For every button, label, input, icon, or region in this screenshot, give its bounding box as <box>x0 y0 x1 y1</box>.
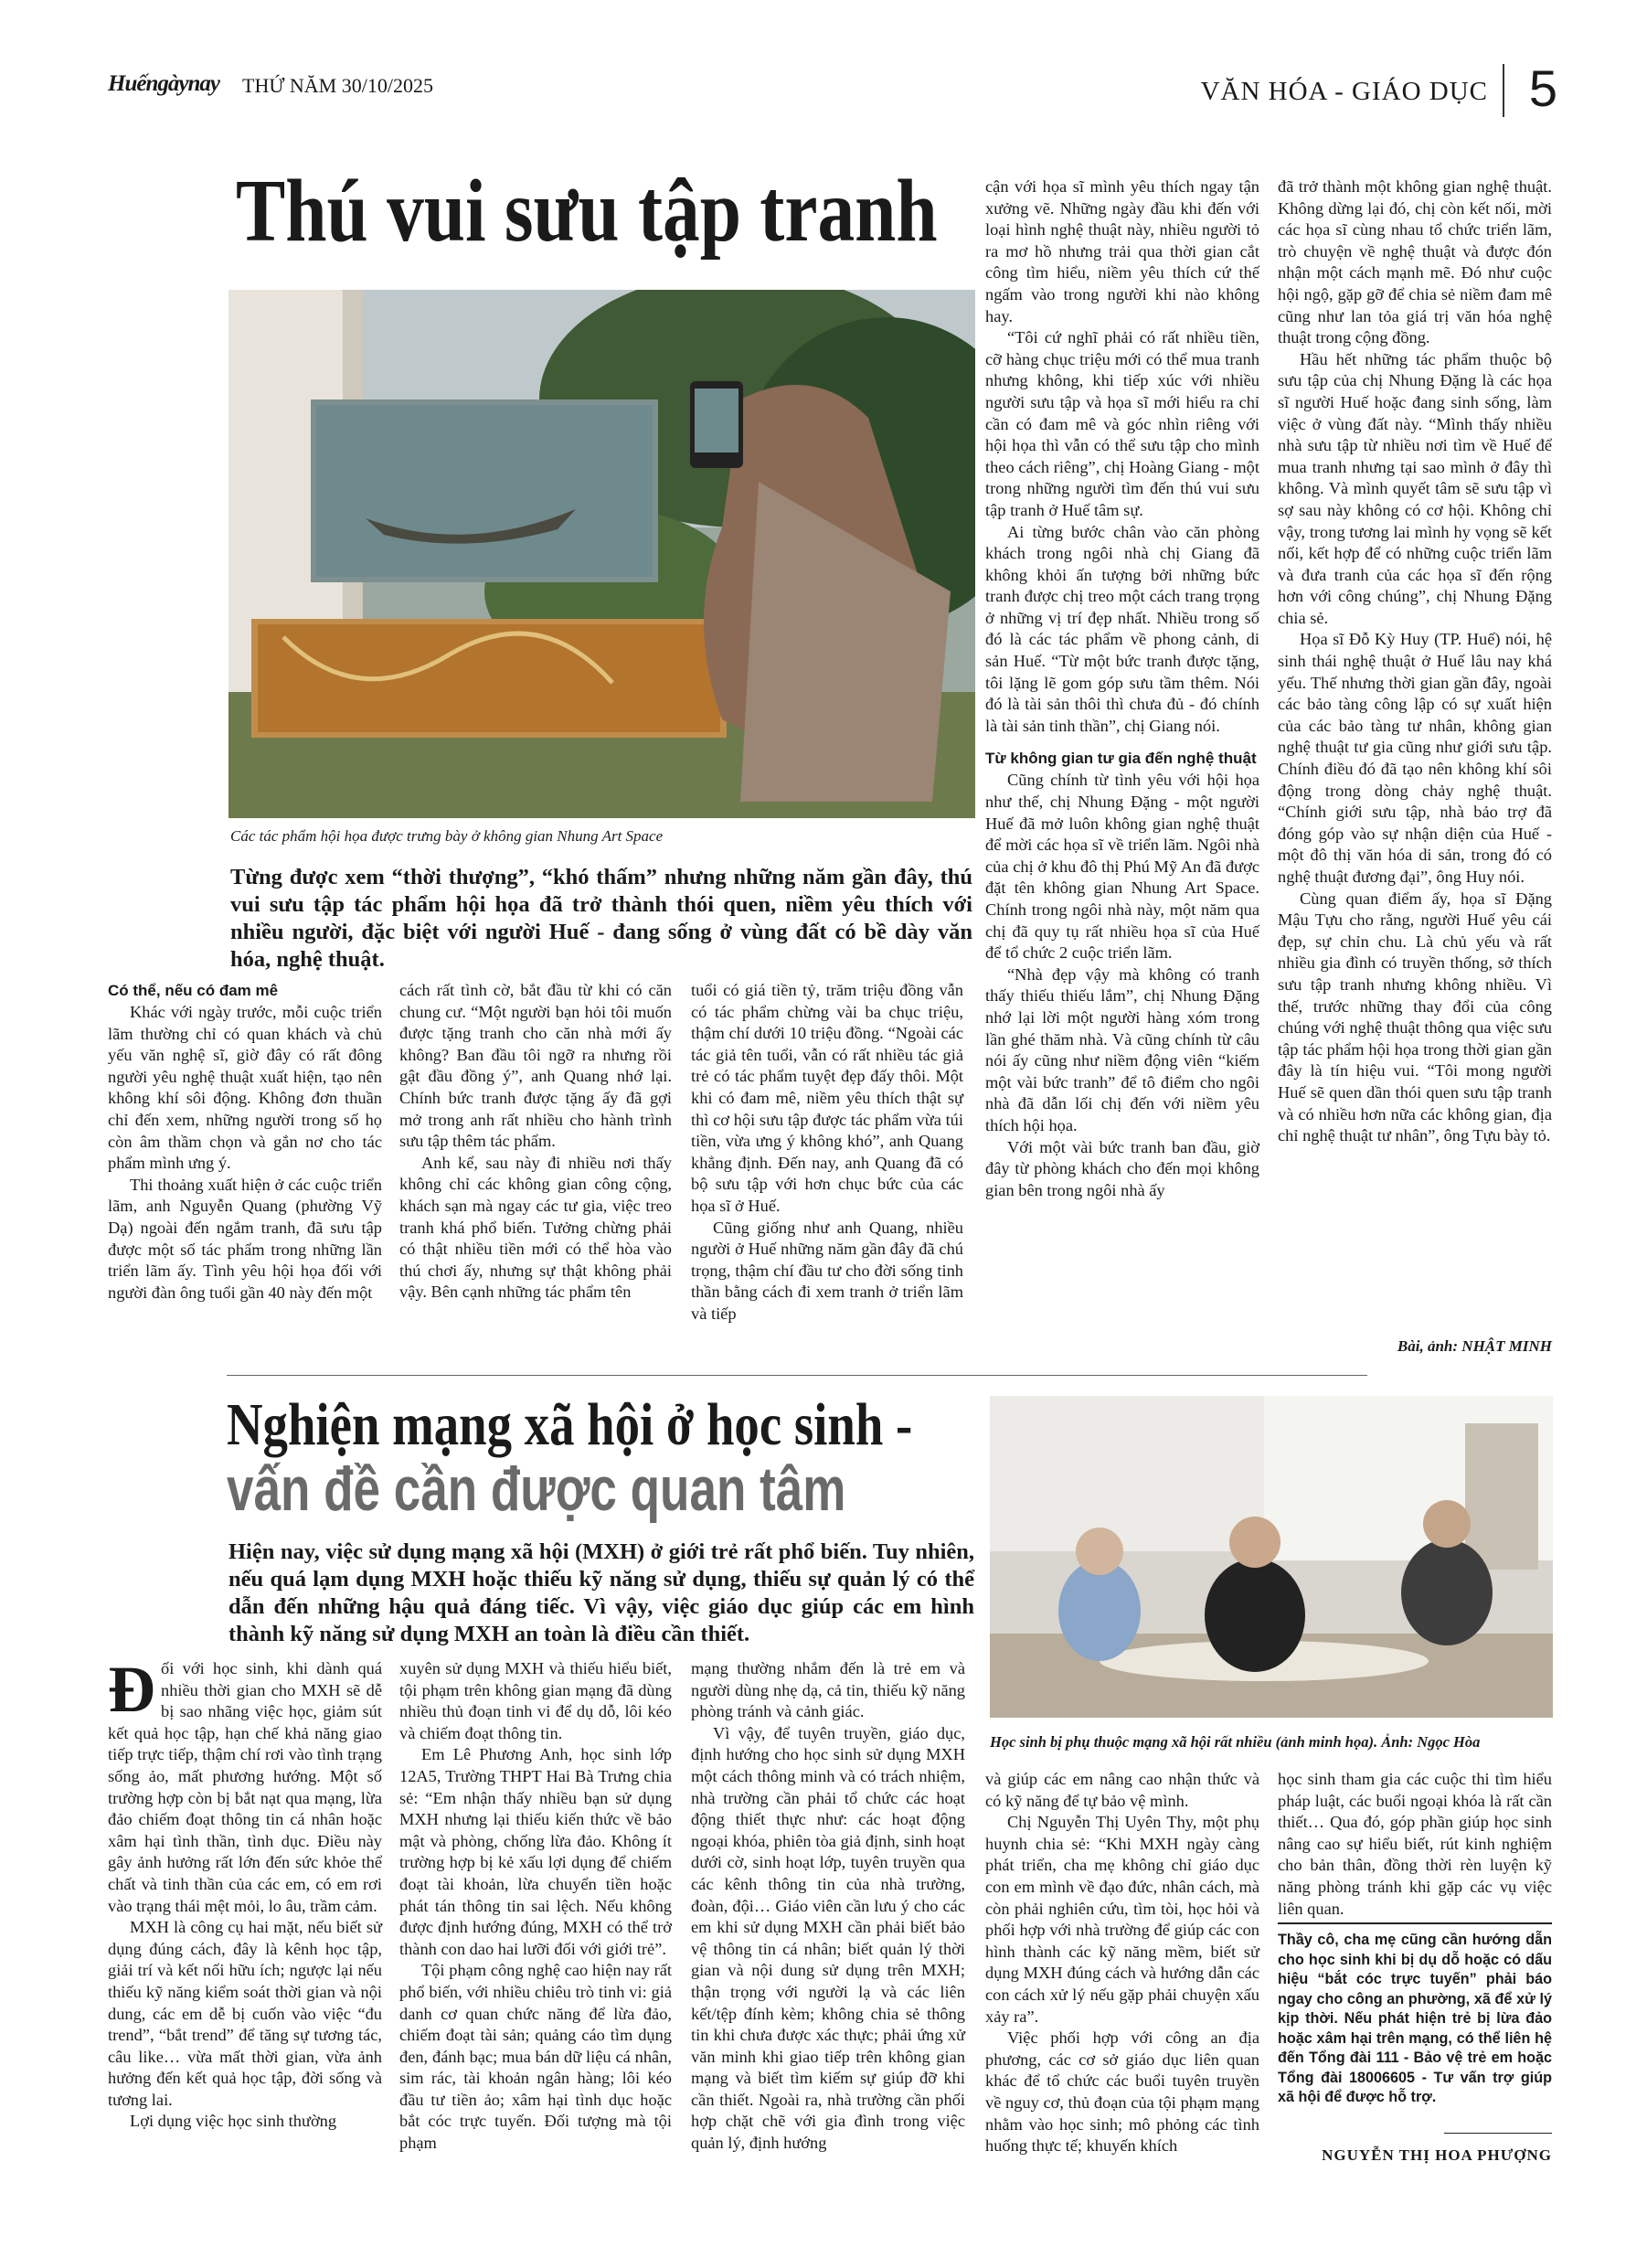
paragraph: “Tôi cứ nghĩ phải có rất nhiều tiền, cỡ hàng chục triệu mới có thể mua tranh nhưng không, khi tiếp xúc với nhiều người sưu tập và họa sĩ mới hiểu ra chỉ cần có đam mê và góc nhìn riêng với hội họa thì vẫn có thể sưu tập cho mình theo cách riêng”, chị Hoàng Giang - một trong những người tìm đến thú vui sưu tập tranh ở Huế tâm sự. <box>985 328 1259 519</box>
paragraph: MXH là công cụ hai mặt, nếu biết sử dụng đúng cách, đây là kênh học tập, giải trí và kết nối hữu ích; ngược lại nếu thiếu kỹ năng kiểm soát thời gian và nội dung, các em dễ bị cuốn vào việc “đu trend”, “bắt trend” để tăng sự tương tác, câu like… vừa mất thời gian, vừa ảnh hưởng đến kết quả học tập, đời sống và tương lai. <box>108 1918 382 2109</box>
article1-column-3 <box>691 980 963 1326</box>
article2-info-box-bottom-rule <box>1444 2133 1552 2134</box>
paragraph: Với một vài bức tranh ban đầu, giờ đây từ phòng khách cho đến mọi không gian bên trong ngôi nhà ấy <box>985 1137 1259 1199</box>
issue-date: THỨ NĂM 30/10/2025 <box>242 74 433 97</box>
paragraph: Họa sĩ Đỗ Kỳ Huy (TP. Huế) nói, hệ sinh thái nghệ thuật ở Huế lâu nay khá yếu. Thế nhưng thời gian gần đây, ngoài các bảo tàng công lập có sự xuất hiện của các bảo tàng tư nhân, không gian nghệ thuật tư gia cũng như giới sưu tập. Chính điều đó đã tạo nên không khí sôi động trong dòng chảy nghệ thuật. “Chính giới sưu tập, nhà bảo trợ đã đóng góp vào sự nhận diện của Huế - một đô thị văn hóa di sản, trong đó có nghệ thuật đương đại”, ông Huy nói. <box>1278 630 1552 886</box>
paragraph: và giúp các em nâng cao nhận thức và có kỹ năng để tự bảo vệ mình. <box>985 1770 1259 1810</box>
header-divider <box>1503 64 1504 117</box>
article1-title: Thú vui sưu tập tranh <box>236 162 938 261</box>
article2-column-2 <box>399 1658 672 2155</box>
article1-column-2 <box>399 980 672 1304</box>
paragraph: Thi thoảng xuất hiện ở các cuộc triển lãm, anh Nguyễn Quang (phường Vỹ Dạ) ngoài đến ngắm tranh, đã sưu tập được một số tác phẩm trong những lần triển lãm ấy. Tình yêu hội họa đối với người đàn ông tuổi gần 40 này đến một <box>108 1175 382 1302</box>
paragraph: Anh kể, sau này đi nhiều nơi thấy không chỉ các không gian công cộng, khách sạn mà ngay các tư gia, việc treo tranh khá phổ biến. Tưởng chừng phải có thật nhiều tiền mới có thể hòa vào thú chơi ấy, nhưng sự thật không phải vậy. Bên cạnh những tác phẩm tên <box>399 1153 672 1302</box>
paragraph: đã trở thành một không gian nghệ thuật. Không dừng lại đó, chị còn kết nối, mời các họa sĩ cùng nhau tổ chức triển lãm, trò chuyện về nghệ thuật và được đón nhận một cách mạnh mẽ. Đó như cuộc hội ngộ, gặp gỡ để chia sẻ niềm đam mê cũng như lan tỏa giá trị văn hóa nghệ thuật trong cộng đồng. <box>1278 177 1552 347</box>
article2-column-1 <box>108 1653 382 2133</box>
paragraph: Tội phạm công nghệ cao hiện nay rất phổ biến, với nhiều chiêu trò tinh vi: giả danh cơ quan chức năng để lừa đảo, chiếm đoạt tài sản; quảng cáo tìm dụng đen, đánh bạc; mua bán dữ liệu cá nhân, sim rác, tài khoản ngân hàng; lôi kéo đầu tư tiền ảo; xâm hại tình dục hoặc bắt cóc trực tuyến. Đối tượng mà tội phạm <box>399 1961 672 2153</box>
article1-sapo: Từng được xem “thời thượng”, “khó thấm” nhưng những năm gần đây, thú vui sưu tập tác phẩm hội họa đã trở thành thói quen, niềm yêu thích với nhiều người, đặc biệt với người Huế - đang sống ở vùng đất có bề dày văn hóa, nghệ thuật. <box>230 865 972 972</box>
newspaper-logo: Huếngàynay <box>108 71 219 96</box>
article1-byline: Bài, ảnh: NHẬT MINH <box>1397 1337 1552 1355</box>
paragraph: Khác với ngày trước, mỗi cuộc triển lãm thường chỉ có quan khách và chủ yếu văn nghệ sĩ, giờ đây có rất đông người yêu nghệ thuật xuất hiện, tạo nên không khí sôi động. Không đơn thuần chỉ đến xem, những người trong số họ còn âm thầm chọn và gắn nơ cho tác phẩm mình ưng ý. <box>108 1003 382 1173</box>
article2-title-line-2: vấn đề cần được quan tâm <box>227 1454 846 1524</box>
article1-column-1 <box>108 980 382 1304</box>
article1-column-4 <box>985 176 1259 1201</box>
paragraph: Cũng chính từ tình yêu với hội họa như thế, chị Nhung Đặng - một người Huế đã mở luôn không gian nghệ thuật để mời các họa sĩ về triển lãm. Ngôi nhà của chị ở khu đô thị Phú Mỹ An đã được đặt tên không gian Nhung Art Space. Chính trong ngôi nhà này, một năm qua chị đã quy tụ rất nhiều họa sĩ của Huế để tổ chức 2 cuộc triển lãm. <box>985 771 1259 963</box>
article2-info-box: Thầy cô, cha mẹ cũng cần hướng dẫn cho học sinh khi bị dụ dỗ hoặc có dấu hiệu “bắt cóc trực tuyến” phải báo ngay cho công an phường, xã để xử lý kịp thời. Nếu phát hiện trẻ bị lừa đảo hoặc xâm hại trên mạng, có thể liên hệ đến Tổng đài 111 - Bảo vệ trẻ em hoặc Tổng đài 18006605 - Tư vấn trợ giúp xã hội để được hỗ trợ. <box>1278 1932 1552 2105</box>
paragraph: Cùng quan điểm ấy, họa sĩ Đặng Mậu Tựu cho rằng, người Huế yêu cái đẹp, sự chỉn chu. Là chủ yếu và rất nhiều gia đình có truyền thống, sở thích sưu tập tranh nhưng không nhiều. Vì thế, trước những thay đổi của công chúng với nghệ thuật thông qua việc sưu tập tác phẩm hội họa trong thời gian gần đây là tín hiệu vui. “Tôi mong người Huế sẽ quen dần thói quen sưu tập tranh và có nhiều hơn nữa các không gian, địa chỉ nghệ thuật tư nhân”, ông Tựu bày tỏ. <box>1278 889 1552 1145</box>
paragraph: cách rất tình cờ, bắt đầu từ khi có căn chung cư. “Một người bạn hỏi tôi muốn được tặng tranh cho căn nhà mới ấy không? Ban đầu tôi ngỡ ra nhưng rồi gật đầu đồng ý”, anh Quang nhớ lại. Chính bức tranh được tặng ấy đã gợi mở trong anh rất nhiều cho hành trình sưu tập thêm tác phẩm. <box>399 981 672 1151</box>
article1-photo-caption: Các tác phẩm hội họa được trưng bày ở không gian Nhung Art Space <box>230 827 664 845</box>
article2-column-4 <box>985 1769 1259 2157</box>
article2-info-box-rule <box>1278 1922 1552 1924</box>
paragraph: Em Lê Phương Anh, học sinh lớp 12A5, Trường THPT Hai Bà Trưng chia sẻ: “Em nhận thấy nhiều bạn sử dụng MXH nhưng lại thiếu kiến thức về bảo mật và phòng, chống lừa đảo. Không ít trường hợp bị kẻ xấu lợi dụng để chiếm đoạt tài khoản, lừa chuyển tiền hoặc phát tán thông tin sai lệch. Nếu không được định hướng đúng, MXH có thể trở thành con dao hai lưỡi đối với giới trẻ”. <box>399 1745 672 1958</box>
paragraph: tuổi có giá tiền tỷ, trăm triệu đồng vẫn có tác phẩm chừng vài ba chục triệu, thậm chí dưới 10 triệu đồng. “Ngoài các tác giả tên tuổi, vẫn có rất nhiều tác giả trẻ có tác phẩm tuyệt đẹp đấy thôi. Một khi có đam mê, niềm yêu thích thật sự thì cơ hội sưu tập được tác phẩm vừa túi tiền, vừa ưng ý không khó”, anh Quang khẳng định. Đến nay, anh Quang đã có bộ sưu tập với hơn chục bức của các họa sĩ ở Huế. <box>691 981 963 1215</box>
page-number: 5 <box>1528 59 1557 117</box>
article1-photo <box>228 290 975 818</box>
article2-column-3 <box>691 1658 965 2155</box>
article1-subheading-2: Từ không gian tư gia đến nghệ thuật <box>985 750 1257 768</box>
paragraph: Việc phối hợp với công an địa phương, các cơ sở giáo dục liên quan khác để tổ chức các buổi tuyên truyền về nguy cơ, thủ đoạn của tội phạm mạng nhằm vào học sinh; mô phỏng các tình huống thực tế; khuyến khích <box>985 2028 1259 2156</box>
article2-column-5 <box>1278 1769 1552 1920</box>
article2-byline: NGUYỄN THỊ HOA PHƯỢNG <box>1322 2146 1552 2164</box>
article2-photo <box>990 1396 1553 1718</box>
article2-title-line-1: Nghiện mạng xã hội ở học sinh - <box>227 1391 913 1458</box>
dropcap: Đ <box>108 1653 155 1726</box>
article2-sapo: Hiện nay, việc sử dụng mạng xã hội (MXH) ở giới trẻ rất phổ biến. Tuy nhiên, nếu quá lạm dụng MXH hoặc thiếu kỹ năng sử dụng, thiếu sự quản lý có thể dẫn đến những hậu quả đáng tiếc. Vì vậy, việc giáo dục giúp các em hình thành kỹ năng sử dụng MXH an toàn là điều cần thiết. <box>228 1539 974 1646</box>
paragraph: xuyên sử dụng MXH và thiếu hiểu biết, tội phạm trên không gian mạng đã dùng nhiều thủ đoạn tinh vi để dụ dỗ, lôi kéo và chiếm đoạt thông tin. <box>399 1659 672 1742</box>
article2-photo-caption: Học sinh bị phụ thuộc mạng xã hội rất nhiều (ảnh minh họa). Ảnh: Ngọc Hòa <box>990 1733 1481 1751</box>
paragraph: Hầu hết những tác phẩm thuộc bộ sưu tập của chị Nhung Đặng là các họa sĩ người Huế hoặc đang sinh sống, làm việc ở vùng đất này. “Mình thấy nhiều nhà sưu tập từ nhiều nơi tìm về Huế để mua tranh nhưng tại sao mình ở đây thì không. Và mình quyết tâm sẽ sưu tập vì sợ sau này không có cơ hội. Không chỉ vậy, trong tương lai mình hy vọng sẽ kết nối, kết hợp để có những cuộc triển lãm và đưa tranh của các họa sĩ đến rộng hơn với công chúng”, chị Nhung Đặng chia sẻ. <box>1278 349 1552 627</box>
article-separator <box>227 1375 1367 1376</box>
section-name: VĂN HÓA - GIÁO DỤC <box>1200 77 1488 106</box>
article1-subheading-1: Có thể, nếu có đam mê <box>108 982 279 999</box>
masthead <box>108 59 1561 117</box>
paragraph: cận với họa sĩ mình yêu thích ngay tận xưởng vẽ. Những ngày đầu khi đến với loại hình nghệ thuật này, nhiều người tỏ ra mơ hồ nhưng trải qua thời gian cắt công tìm hiểu, niềm yêu thích cứ thế ngấm vào trong người khi nào không hay. <box>985 177 1259 325</box>
article1-column-5 <box>1278 176 1552 1147</box>
paragraph: Cũng giống như anh Quang, nhiều người ở Huế những năm gần đây đã chú trọng, thậm chí đầu tư cho đời sống tinh thần bằng cách đi xem tranh ở triển lãm và tiếp <box>691 1218 963 1323</box>
paragraph: Lợi dụng việc học sinh thường <box>130 2112 337 2131</box>
paragraph: Vì vậy, để tuyên truyền, giáo dục, định hướng cho học sinh sử dụng MXH một cách thông minh và có trách nhiệm, nhà trường cần phải tổ chức các hoạt động thiết thực như: các hoạt động ngoại khóa, phiên tòa giả định, sinh hoạt dưới cờ, sinh hoạt lớp, tuyên truyền qua các kênh thông tin của nhà trường, đoàn, đội… Giáo viên cần lưu ý cho các em khi sử dụng MXH cần phải biết bảo vệ thông tin cá nhân; biết quản lý thời gian và nội dung sử dụng trên MXH; thận trọng với người lạ và các liên kết/tệp đính kèm; không chia sẻ thông tin khi chưa được xác thực; phải ứng xử văn minh khi giao tiếp trên không gian mạng và biết tìm kiếm sự giúp đỡ khi cần thiết. Ngoài ra, nhà trường cần phối hợp chặt chẽ với gia đình trong việc quản lý, định hướng <box>691 1723 965 2153</box>
paragraph: Chị Nguyễn Thị Uyên Thy, một phụ huynh chia sẻ: “Khi MXH ngày càng phát triển, cha mẹ không chỉ giáo dục con em mình về đạo đức, nhân cách, mà còn phải nghiên cứu, tìm tòi, học hỏi và phối hợp với nhà trường để giúp các con hình thành các kỹ năng mềm, biết sử dụng MXH đúng cách và hướng dẫn các con cách xử lý nếu gặp phải chuyện xấu xảy ra”. <box>985 1813 1259 2026</box>
paragraph: Ai từng bước chân vào căn phòng khách trong ngôi nhà chị Giang đã không khỏi ấn tượng bởi những bức tranh được chị treo một cách trang trọng ở những vị trí đẹp nhất. Nhiều trong số đó là các tác phẩm về phong cảnh, di sản Huế. “Từ một bức tranh được tặng, tôi lặng lẽ gom góp sưu tầm thêm. Nói đó là tài sản thôi thì chưa đủ - đó chính là tài sản tinh thần”, chị Giang nói. <box>985 522 1259 735</box>
paragraph: mạng thường nhắm đến là trẻ em và người dùng nhẹ dạ, cả tin, thiếu kỹ năng phòng tránh và cảnh giác. <box>691 1659 965 1721</box>
paragraph: “Nhà đẹp vậy mà không có tranh thấy thiếu thiếu lắm”, chị Nhung Đặng nhớ lại lời một người hàng xóm trong lần ghé thăm nhà. Và cũng chính từ câu nói ấy cũng như niềm động viên “kiếm một vài bức tranh” để tô điểm cho ngôi nhà đã dẫn lối chị đến với niềm yêu thích hội họa. <box>985 964 1259 1134</box>
paragraph-with-dropcap: Đối với học sinh, khi dành quá nhiều thời gian cho MXH sẽ dễ bị sao nhãng việc học, giảm sút kết quả học tập, hạn chế khả năng giao tiếp trực tiếp, thậm chí rơi vào tình trạng sống ảo, mất phương hướng. Một số trường hợp còn bị bắt nạt qua mạng, lừa đảo chiếm đoạt thông tin cá nhân hoặc xâm hại tình thần, tình dục. Điều này gây ảnh hưởng rất lớn đến sức khỏe thể chất và tinh thần của các em, có em rơi vào trạng thái mệt mỏi, lo âu, trầm cảm. <box>108 1653 382 1915</box>
paragraph: học sinh tham gia các cuộc thi tìm hiểu pháp luật, các buổi ngoại khóa là rất cần thiết… Qua đó, góp phần giúp học sinh nâng cao sự hiểu biết, rút kinh nghiệm cho bản thân, đồng thời rèn luyện kỹ năng phòng tránh khi gặp các vụ việc liên quan. <box>1278 1770 1552 1918</box>
